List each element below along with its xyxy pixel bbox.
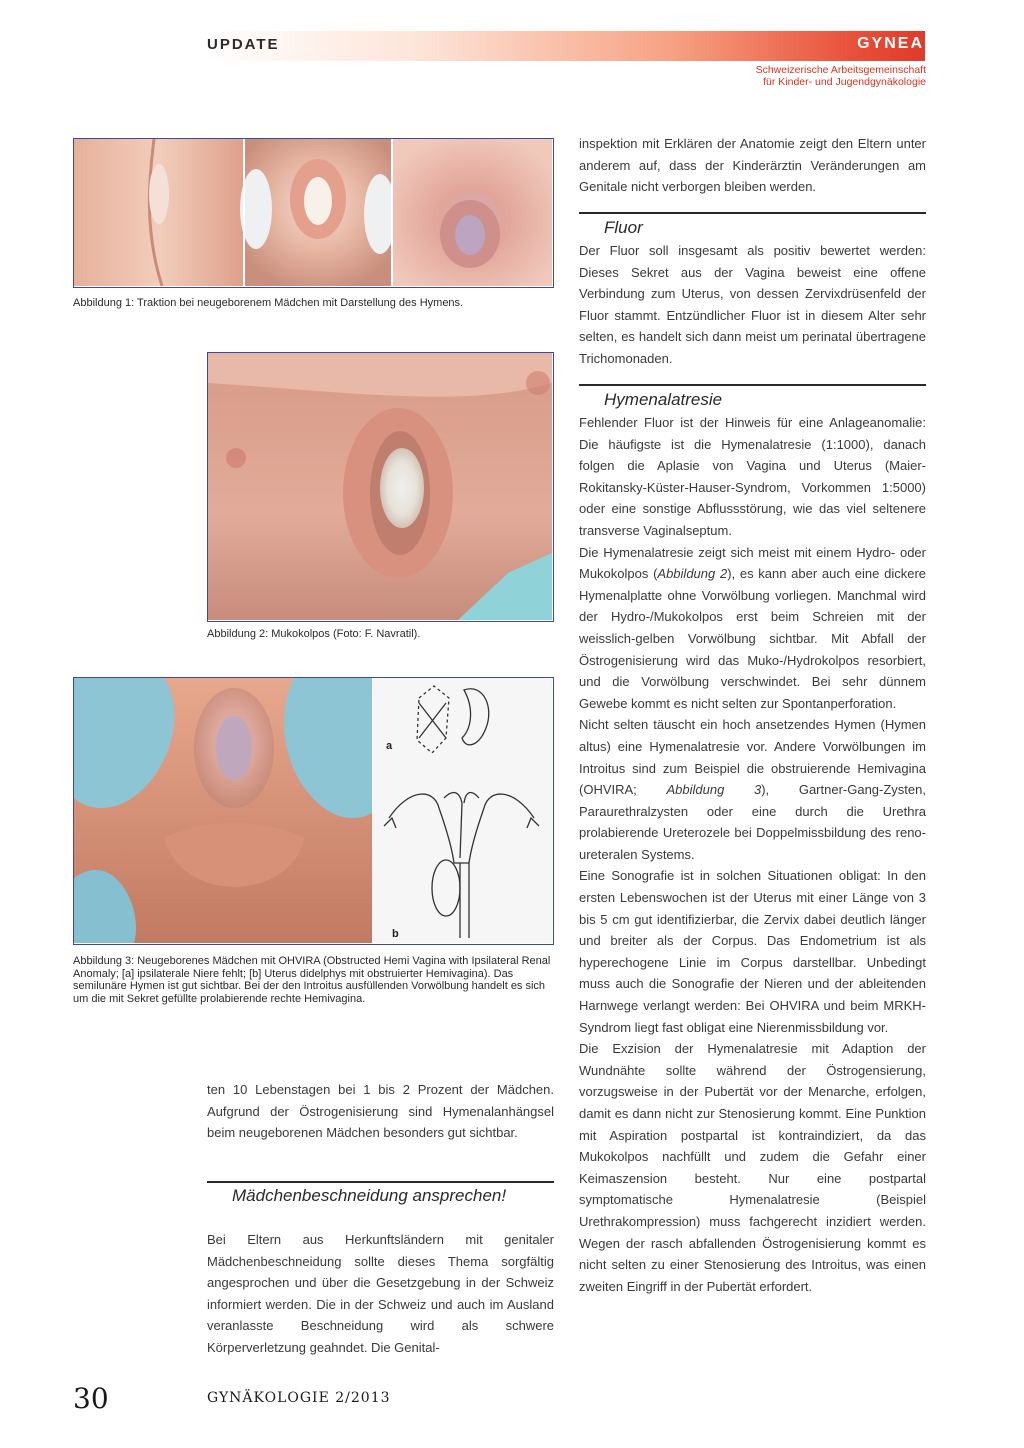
right-intro bbox=[579, 133, 926, 198]
figure-2-caption: Abbildung 2: Mukokolpos (Foto: F. Navratil). bbox=[207, 628, 421, 640]
figure-2-photo bbox=[208, 353, 552, 620]
figure-3-image bbox=[73, 677, 554, 945]
figure-3-label-a: a bbox=[386, 740, 393, 752]
org-line-2: für Kinder- und Jugendgynäkologie bbox=[763, 76, 926, 88]
left-paragraph-1: ten 10 Lebenstagen bei 1 bis 2 Prozent der Mädchen. Aufgrund der Östrogenisierung sind Hymenalanhängsel beim neugeborenen Mädchen besonders gut sichtbar. bbox=[207, 1082, 554, 1141]
figure-3-photo bbox=[74, 678, 552, 943]
org-line-1: Schweizerische Arbeitsgemeinschaft bbox=[755, 64, 926, 76]
left-section-rule bbox=[207, 1181, 554, 1183]
figure-3-caption: Abbildung 3: Neugeborenes Mädchen mit OHVIRA (Obstructed Hemi Vagina with Ipsilateral Renal Anomaly; [a] ipsilaterale Niere fehlt; [b] Uterus didelphys mit obstruierter Hemivagina). Das semilunäre Hymen ist gut sichtbar. Bei der den Introitus ausfüllenden Vorwölbung handelt es sich um die mit Sekret gefüllte prolabierende rechte Hemivagina. bbox=[73, 955, 551, 1005]
figure-3-label-b: b bbox=[392, 928, 399, 940]
hymen-paragraph-2 bbox=[579, 542, 926, 715]
intro-paragraph: inspektion mit Erklären der Anatomie zeigt den Eltern unter anderem auf, dass der Kinderärztin Veränderungen am Genitale nicht verborgen bleiben werden. bbox=[579, 136, 926, 195]
figure-2-image bbox=[207, 352, 554, 622]
hymen-p3-text-b: ), Gartner-Gang-Zysten, Paraurethralzysten oder eine durch die Urethra prolabierende Ureterozele bei Doppelmissbildung des reno-ureteralen Systems. bbox=[579, 782, 926, 862]
left-column bbox=[207, 1079, 554, 1144]
hymen-paragraph-1: Fehlender Fluor ist der Hinweis für eine Anlageanomalie: Die häufigste ist die Hymenalatresie (1:1000), danach folgen die Aplasie von Vagina und Uterus (Maier-Rokitansky-Küster-Hauser-Syndrom, Vorkommen 1:5000) oder eine sonstige Abflussstörung, wie das viel seltenere transverse Vaginalseptum. bbox=[579, 415, 926, 538]
section-label: UPDATE bbox=[207, 36, 280, 53]
reference-abbildung-3: Abbildung 3 bbox=[666, 782, 762, 798]
figure-1-caption: Abbildung 1: Traktion bei neugeborenem Mädchen mit Darstellung des Hymens. bbox=[73, 297, 464, 309]
fluor-rule bbox=[579, 212, 926, 214]
header-bar bbox=[207, 31, 925, 61]
hymen-paragraph-3 bbox=[579, 714, 926, 865]
brand-label: GYNEA bbox=[857, 35, 924, 52]
fluor-paragraph: Der Fluor soll insgesamt als positiv bewertet werden: Dieses Sekret aus der Vagina beweist eine offene Verbindung zum Uterus, von dessen Zervixdrüsenfeld der Fluor stammt. Entzündlicher Fluor ist in diesem Alter sehr selten, es handelt sich dann meist um perinatal übertragene Trichomonaden. bbox=[579, 243, 926, 366]
reference-abbildung-2: Abbildung 2 bbox=[657, 566, 728, 582]
figure-1-photo bbox=[74, 139, 552, 286]
heading-hymenalatresie: Hymenalatresie bbox=[604, 390, 723, 409]
left-paragraph-2: Bei Eltern aus Herkunftsländern mit genitaler Mädchenbeschneidung sollte dieses Thema sorgfältig angesprochen und über die Gesetzgebung in der Schweiz informiert werden. Die in der Schweiz und auch im Ausland veranlasste Beschneidung wird als schwere Körperverletzung geahndet. Die Genital- bbox=[207, 1232, 554, 1355]
hymen-paragraph-5: Die Exzision der Hymenalatresie mit Adaption der Wundnähte sollte während der Östrogensierung, vorzugsweise in der Pubertät vor der Menarche, erfolgen, damit es dann nicht zur Stenosierung kommt. Eine Punktion mit Aspiration postpartal ist kontraindiziert, da das Mukokolpos nachfüllt und zudem die Gefahr einer Keimaszension besteht. Nur eine postpartal symptomatische Hymenalatresie (Beispiel Urethrakompression) muss fachgerecht inzidiert werden. Wegen der rasch abfallenden Östrogenisierung kommt es nicht selten zu einer Stenosierung des Introitus, was einen zweiten Eingriff in der Pubertät erfordert. bbox=[579, 1041, 926, 1294]
heading-fluor: Fluor bbox=[604, 218, 643, 237]
journal-issue: GYNÄKOLOGIE 2/2013 bbox=[207, 1390, 391, 1406]
hymen-p2-text-a: Die Hymenalatresie zeigt sich meist mit einem Hydro- oder Mukokolpos ( bbox=[579, 544, 926, 582]
org-name bbox=[756, 64, 926, 88]
hymen-rule bbox=[579, 384, 926, 386]
hymen-section bbox=[579, 412, 926, 1297]
hymen-paragraph-4: Eine Sonografie ist in solchen Situationen obligat: In den ersten Lebenswochen ist der Uterus mit einer Länge von 3 bis 5 cm gut identifizierbar, die Zervix dabei deutlich länger und breiter als der Corpus. Das Endometrium ist als hyperechogene Linie im Corpus darstellbar. Unbedingt muss auch die Sonografie der Nieren und der ableitenden Harnwege verlangt werden: Bei OHVIRA und beim MRKH-Syndrom liegt fast obligat eine Nierenmissbildung vor. bbox=[579, 868, 926, 1035]
heading-maedchenbeschneidung: Mädchenbeschneidung ansprechen! bbox=[232, 1186, 507, 1205]
hymen-p3-text-a: Nicht selten täuscht ein hoch ansetzendes Hymen (Hymen altus) eine Hymenalatresie vor. Andere Vorwölbungen im Introitus sind zum Beispiel die obstruierende Hemivagina (OHVIRA; bbox=[579, 717, 926, 798]
page-number: 30 bbox=[73, 1382, 109, 1415]
fluor-section bbox=[579, 240, 926, 370]
left-column-2 bbox=[207, 1229, 554, 1359]
hymen-p2-text-b: ), es kann aber auch eine dickere Hymenalplatte ohne Vorwölbung vorliegen. Manchmal wird der Hydro-/Mukokolpos erst beim Schreien mit der weisslich-gelben Vorwölbung sichtbar. Mit Abfall der Östrogenisierung wird das Muko-/Hydrokolpos resorbiert, und die Vorwölbung verschwindet. Bei sehr dünnem Gewebe kommt es nicht selten zur Spontanperforation. bbox=[579, 566, 926, 711]
figure-1-image bbox=[73, 138, 554, 288]
